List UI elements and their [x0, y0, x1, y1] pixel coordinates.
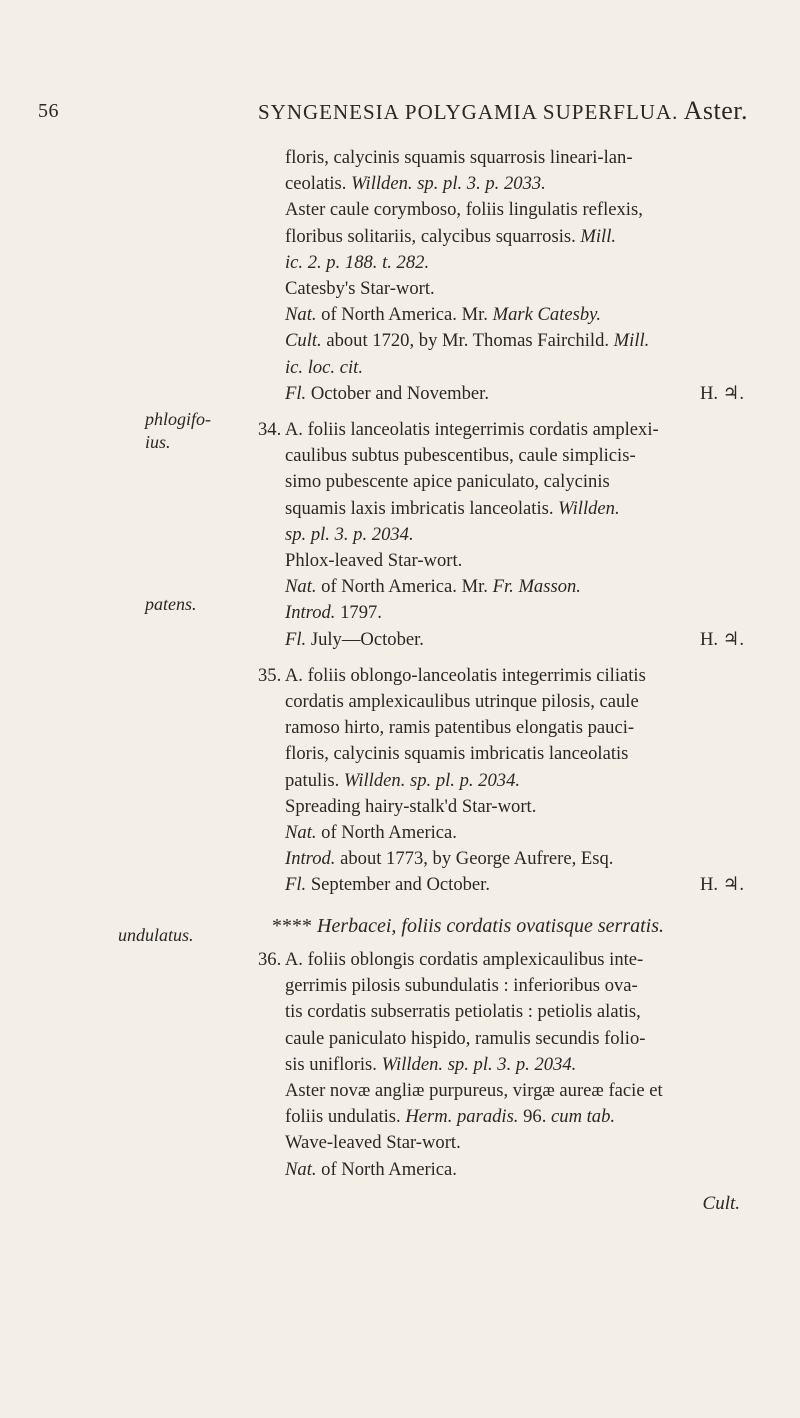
text-line: floris, calycinis squamis imbricatis lanceolatis: [285, 743, 629, 765]
running-header: [38, 96, 748, 140]
species-entry-34: [258, 417, 758, 653]
text-line: caule paniculato hispido, ramulis secundis folio-: [285, 1027, 646, 1049]
text-line: ic. loc. cit.: [285, 356, 363, 378]
reference: Herm. paradis.: [405, 1106, 519, 1128]
reference: Willden. sp. pl. 3. p. 2033.: [351, 173, 546, 195]
text-line: Aster caule corymboso, foliis lingulatis reflexis,: [285, 199, 643, 221]
text-line: 34. A. foliis lanceolatis integerrimis cordatis amplexi-: [258, 419, 659, 441]
reference: Willden. sp. pl. p. 2034.: [343, 769, 521, 791]
species-entry-35: [258, 663, 758, 899]
common-name: Catesby's Star-wort.: [285, 278, 435, 300]
text-line: simo pubescente apice paniculato, calycinis: [285, 471, 610, 493]
text-body: [258, 145, 758, 1217]
section-stars: ****: [272, 914, 312, 937]
text-line: foliis undulatis. Herm. paradis. 96. cum tab.: [285, 1106, 616, 1128]
reference: Mill.: [613, 330, 650, 352]
margin-name-phlogifolius: phlogifo- ius.: [145, 409, 211, 452]
margin-name-patens: patens.: [145, 594, 197, 614]
person-name: Mark Catesby.: [492, 304, 602, 326]
flowering-line: Fl. September and October. H. ♃.: [258, 872, 758, 898]
cultivated-line: Cult. about 1720, by Mr. Thomas Fairchild. Mill.: [285, 330, 650, 352]
text-line: ic. 2. p. 188. t. 282.: [285, 251, 430, 273]
text-line: squamis laxis imbricatis lanceolatis. Willden.: [285, 497, 620, 519]
habit-symbol: H. ♃.: [699, 382, 744, 404]
margin-name-undulatus: undulatus.: [118, 925, 194, 945]
common-name: Phlox-leaved Star-wort.: [285, 550, 463, 572]
introduced-line: Introd. 1797.: [285, 602, 382, 624]
text-line: floris, calycinis squamis squarrosis lineari-lan-: [285, 147, 633, 168]
native-line: Nat. of North America. Mr. Fr. Masson.: [285, 576, 581, 598]
running-title: SYNGENESIA POLYGAMIA SUPERFLUA.: [258, 100, 679, 124]
text-line: 36. A. foliis oblongis cordatis amplexicaulibus inte-: [258, 948, 644, 970]
catchword: Cult.: [702, 1192, 740, 1214]
person-name: Fr. Masson.: [492, 576, 581, 598]
habit-symbol: H. ♃.: [699, 628, 744, 650]
habit-symbol: H. ♃.: [699, 874, 744, 896]
text-line: ramoso hirto, ramis patentibus elongatis pauci-: [285, 717, 635, 739]
section-heading: [258, 913, 758, 939]
text-line: ceolatis. Willden. sp. pl. 3. p. 2033.: [285, 173, 546, 195]
text-line: Aster novæ angliæ purpureus, virgæ aureæ facie et: [285, 1079, 663, 1101]
text-line: cordatis amplexicaulibus utrinque pilosis, caule: [285, 691, 639, 713]
reference: Mill.: [580, 225, 617, 247]
native-line: Nat. of North America.: [285, 822, 457, 844]
native-line: Nat. of North America.: [285, 1158, 457, 1180]
text-line: patulis. Willden. sp. pl. p. 2034.: [285, 769, 521, 791]
reference: Willden.: [558, 497, 620, 519]
genus-title: Aster.: [683, 96, 748, 125]
text-line: caulibus subtus pubescentibus, caule simplicis-: [285, 445, 636, 467]
text-line: 35. A. foliis oblongo-lanceolatis integerrimis ciliatis: [258, 664, 646, 686]
continued-entry: [258, 145, 758, 407]
common-name: Wave-leaved Star-wort.: [285, 1132, 461, 1154]
reference: Willden. sp. pl. 3. p. 2034.: [381, 1053, 577, 1075]
text-line: sp. pl. 3. p. 2034.: [285, 523, 414, 545]
flowering-line: Fl. October and November. H. ♃.: [258, 381, 758, 407]
flowering-line: Fl. July—October. H. ♃.: [258, 627, 758, 653]
text-line: tis cordatis subserratis petiolatis : petiolis alatis,: [285, 1001, 641, 1023]
species-entry-36: [258, 947, 758, 1183]
section-title: Herbacei, foliis cordatis ovatisque serratis.: [312, 914, 665, 937]
introduced-line: Introd. about 1773, by George Aufrere, Esq.: [285, 848, 614, 870]
native-line: Nat. of North America. Mr. Mark Catesby.: [285, 304, 602, 326]
common-name: Spreading hairy-stalk'd Star-wort.: [285, 795, 537, 817]
text-line: gerrimis pilosis subundulatis : inferioribus ova-: [285, 975, 638, 997]
text-line: sis unifloris. Willden. sp. pl. 3. p. 2034.: [285, 1053, 577, 1075]
text-line: floribus solitariis, calycibus squarrosis. Mill.: [285, 225, 617, 247]
page-number: 56: [38, 100, 59, 122]
